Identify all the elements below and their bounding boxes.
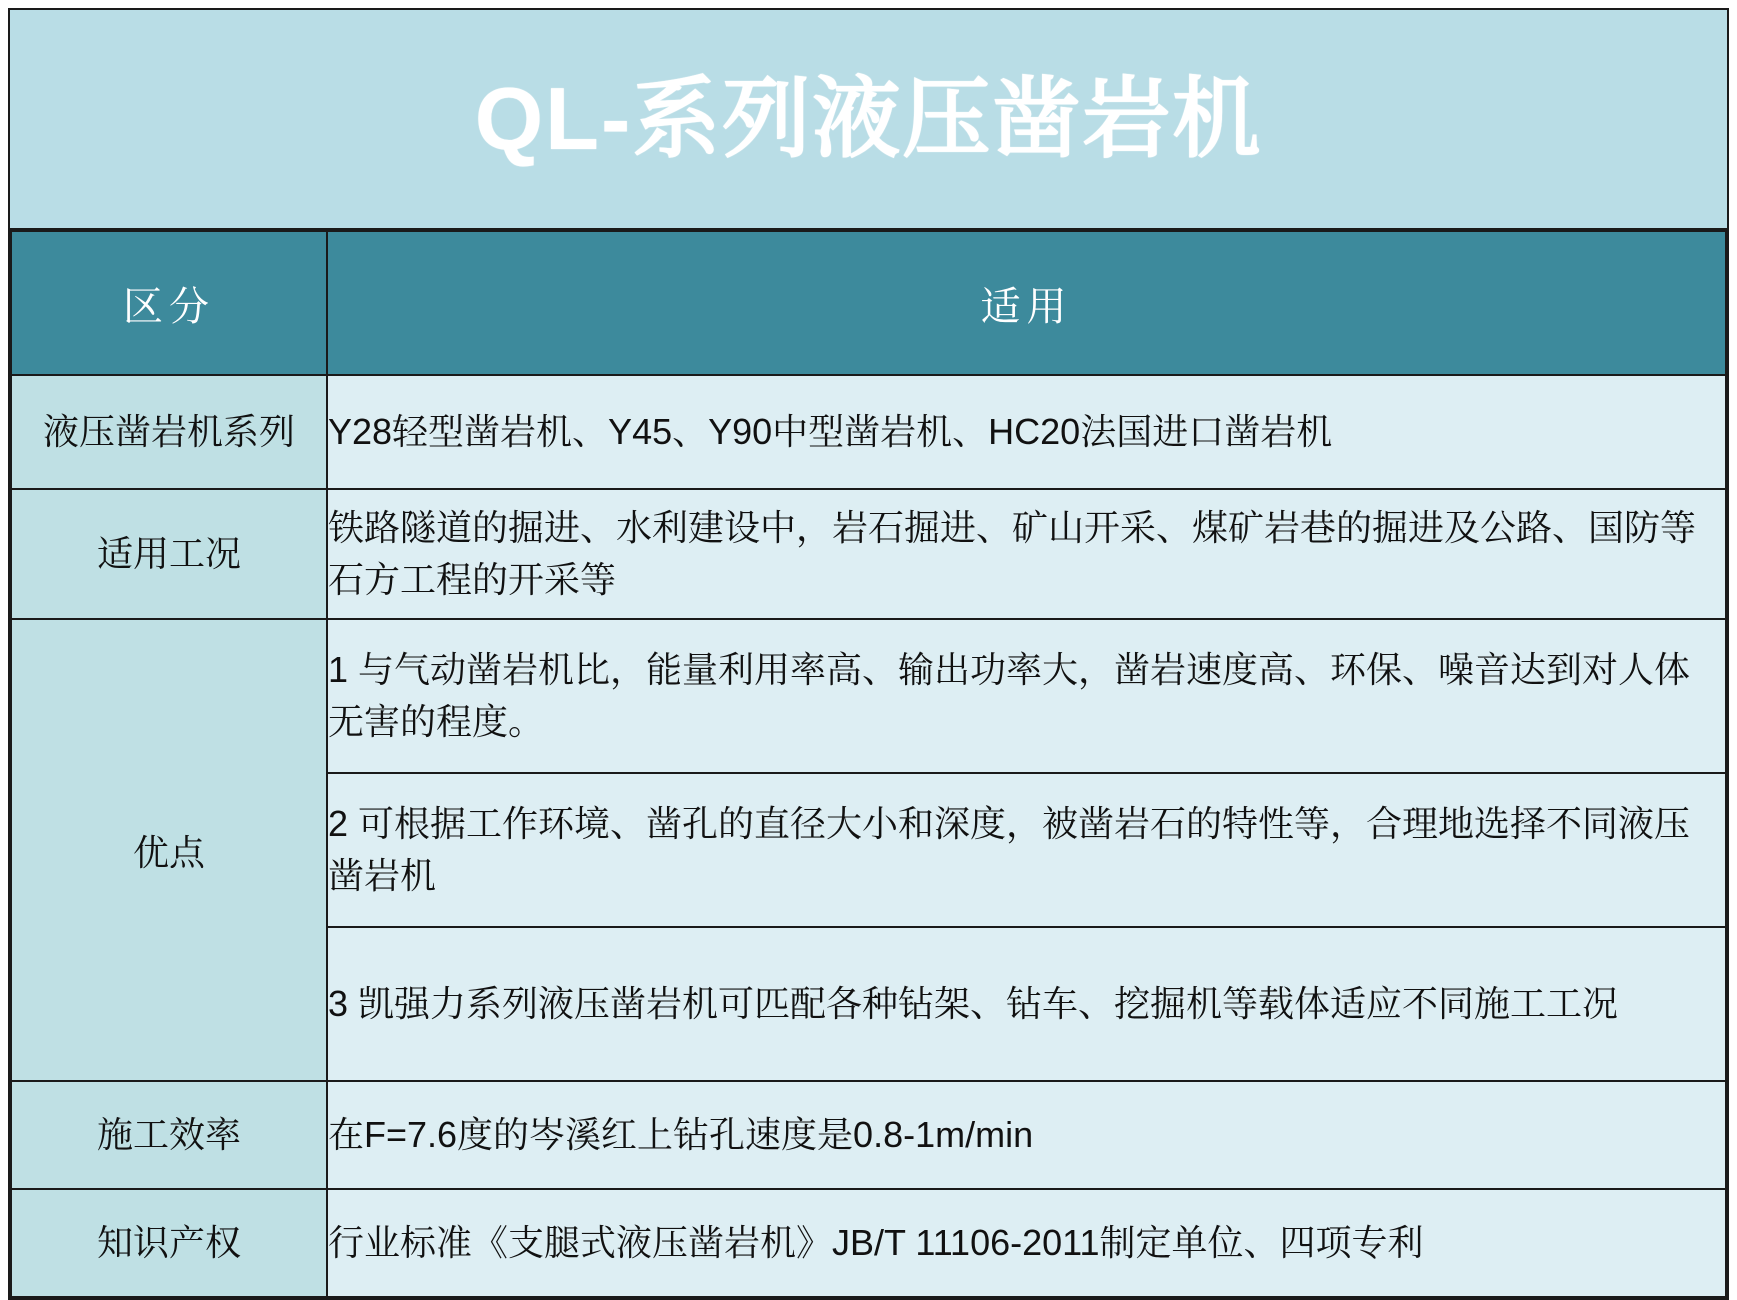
column-header-category-label: 区分 <box>123 284 215 329</box>
row-value-efficiency: 在F=7.6度的岑溪红上钻孔速度是0.8-1m/min <box>327 1081 1726 1189</box>
page-title: QL-系列液压凿岩机 <box>474 69 1263 168</box>
row-value-conditions: 铁路隧道的掘进、水利建设中，岩石掘进、矿山开采、煤矿岩巷的掘进及公路、国防等石方工程的开采等 <box>327 489 1726 619</box>
row-value-advantage-1: 1 与气动凿岩机比，能量利用率高、输出功率大，凿岩速度高、环保、噪音达到对人体无害的程度。 <box>327 619 1726 773</box>
row-label-advantages: 优点 <box>11 619 327 1081</box>
column-header-application-label: 适用 <box>980 284 1073 329</box>
title-banner <box>10 10 1727 230</box>
row-label-series: 液压凿岩机系列 <box>11 375 327 489</box>
table-row <box>11 375 1726 489</box>
table-body <box>11 375 1726 1297</box>
table-row <box>11 1081 1726 1189</box>
row-value-ip: 行业标准《支腿式液压凿岩机》JB/T 11106-2011制定单位、四项专利 <box>327 1189 1726 1297</box>
row-label-efficiency: 施工效率 <box>11 1081 327 1189</box>
spec-table <box>10 230 1727 1298</box>
row-label-ip: 知识产权 <box>11 1189 327 1297</box>
table-row <box>11 619 1726 773</box>
column-header-category <box>11 231 327 375</box>
column-header-application <box>327 231 1726 375</box>
row-value-advantage-3: 3 凯强力系列液压凿岩机可匹配各种钻架、钻车、挖掘机等载体适应不同施工工况 <box>327 927 1726 1081</box>
row-value-advantage-2: 2 可根据工作环境、凿孔的直径大小和深度，被凿岩石的特性等，合理地选择不同液压凿岩机 <box>327 773 1726 927</box>
row-label-conditions: 适用工况 <box>11 489 327 619</box>
table-head <box>11 231 1726 375</box>
table-row <box>11 1189 1726 1297</box>
table-header-row <box>11 231 1726 375</box>
spec-sheet <box>8 8 1729 1300</box>
table-row <box>11 489 1726 619</box>
row-value-series: Y28轻型凿岩机、Y45、Y90中型凿岩机、HC20法国进口凿岩机 <box>327 375 1726 489</box>
